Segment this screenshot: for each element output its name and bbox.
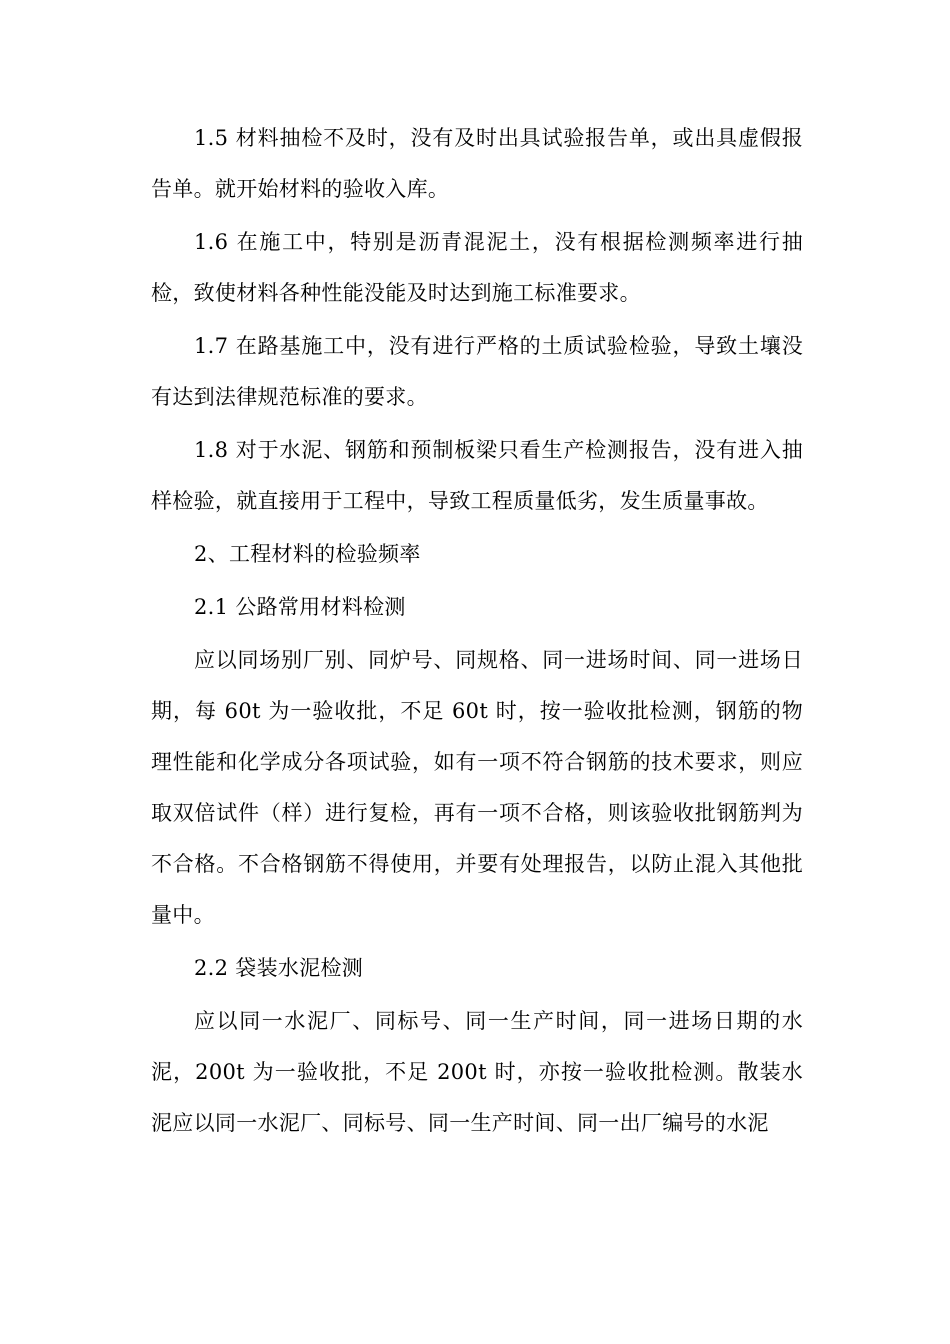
subsection-heading-2-2: 2.2 袋装水泥检测 bbox=[194, 956, 364, 980]
subsection-heading-2-1: 2.1 公路常用材料检测 bbox=[194, 595, 406, 619]
paragraph-1-8: 1.8 对于水泥、钢筋和预制板梁只看生产检测报告，没有进入抽样检验，就直接用于工程中，导致工程质量低劣，发生质量事故。 bbox=[151, 438, 803, 513]
paragraph-1-6: 1.6 在施工中，特别是沥青混泥土，没有根据检测频率进行抽检，致使材料各种性能没能及时达到施工标准要求。 bbox=[151, 230, 803, 305]
section-heading-2: 2、工程材料的检验频率 bbox=[194, 542, 421, 566]
paragraph-2-1-body: 应以同场别厂别、同炉号、同规格、同一进场时间、同一进场日期，每 60t 为一验收批，不足 60t 时，按一验收批检测，钢筋的物理性能和化学成分各项试验，如有一项不符合钢筋的技术要求，则应取双倍试件（样）进行复检，再有一项不合格，则该验收批钢筋判为不合格。不合格钢筋不得使用，并要有处理报告，以防止混入其他批量中。 bbox=[151, 648, 803, 927]
paragraph-1-7: 1.7 在路基施工中，没有进行严格的土质试验检验，导致土壤没有达到法律规范标准的要求。 bbox=[151, 334, 803, 409]
paragraph-2-2-body: 应以同一水泥厂、同标号、同一生产时间，同一进场日期的水泥，200t 为一验收批，不足 200t 时，亦按一验收批检测。散装水泥应以同一水泥厂、同标号、同一生产时间、同一出厂编号的水泥 bbox=[151, 1009, 803, 1135]
document-body bbox=[151, 113, 803, 1151]
paragraph-1-5: 1.5 材料抽检不及时，没有及时出具试验报告单，或出具虚假报告单。就开始材料的验收入库。 bbox=[151, 126, 803, 201]
